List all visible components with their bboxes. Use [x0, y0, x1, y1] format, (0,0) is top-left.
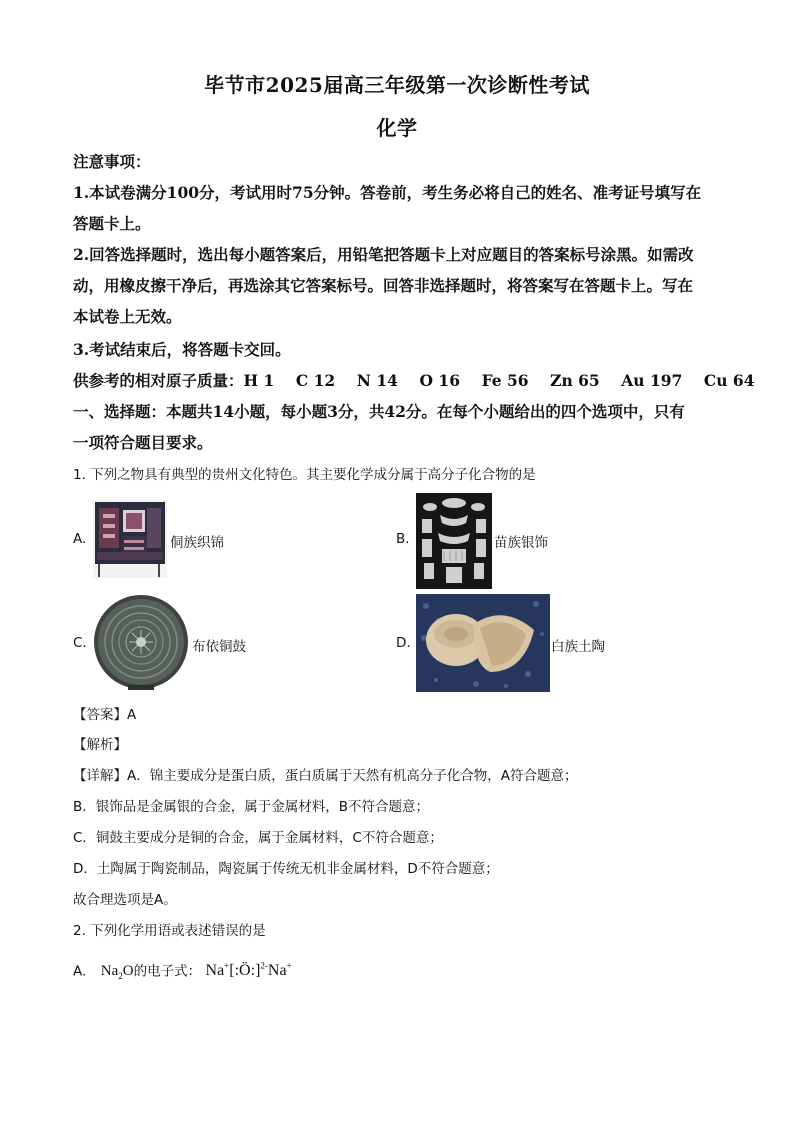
option-c-letter: C. — [73, 635, 87, 651]
analysis-tag: 【解析】 — [73, 737, 127, 753]
formula-subscript: 2 — [118, 971, 123, 982]
question-2-stem: 2. 下列化学用语或表述错误的是 — [73, 923, 266, 939]
atomic-masses: 供参考的相对原子质量：H 1 C 12 N 14 O 16 Fe 56 Zn 65 Au 197 Cu 64 — [73, 371, 755, 390]
q2-option-a-label: 的电子式： — [133, 963, 202, 980]
section-1-line-1: 一、选择题：本题共14小题，每小题3分，共42分。在每个小题给出的四个选项中，只有 — [73, 402, 685, 421]
subject-title: 化学 — [376, 116, 418, 140]
q2-option-a-letter: A. — [73, 963, 87, 980]
option-d-letter: D. — [396, 635, 411, 651]
bai-pottery-image — [416, 594, 550, 692]
buyi-bronze-drum-image — [92, 593, 190, 691]
notice-item-2-line-3: 本试卷上无效。 — [73, 307, 182, 326]
dot-plus-1: + — [224, 961, 230, 971]
dot-na-1: Na — [205, 962, 225, 980]
formula-na: Na — [100, 963, 119, 980]
conclusion: 故合理选项是A。 — [73, 892, 177, 908]
notice-item-2-line-2: 动，用橡皮擦干净后，再选涂其它答案标号。回答非选择题时，将答案写在答题卡上。写在 — [73, 276, 694, 295]
option-c-name: 布依铜鼓 — [192, 639, 246, 655]
dot-na-2: Na — [267, 962, 287, 980]
option-b-name: 苗族银饰 — [494, 535, 548, 551]
miao-silver-image — [416, 493, 492, 589]
dot-bracket-close: ] — [255, 962, 261, 980]
dot-plus-2: + — [286, 961, 292, 971]
question-1-stem: 1. 下列之物具有典型的贵州文化特色。其主要化学成分属于高分子化合物的是 — [73, 467, 536, 483]
option-b-letter: B. — [396, 531, 410, 547]
notice-item-1-line-2: 答题卡上。 — [73, 214, 151, 233]
detail-line-a: 【详解】A．锦主要成分是蛋白质，蛋白质属于天然有机高分子化合物，A符合题意； — [73, 768, 578, 784]
answer-tag: 【答案】A — [73, 707, 137, 723]
detail-line-d: D．土陶属于陶瓷制品，陶瓷属于传统无机非金属材料，D不符合题意； — [73, 861, 499, 877]
notice-item-1-line-1: 1.本试卷满分100分，考试用时75分钟。答卷前，考生务必将自己的姓名、准考证号填写在 — [73, 183, 702, 202]
option-a-letter: A. — [73, 531, 87, 547]
detail-line-b: B．银饰品是金属银的合金，属于金属材料，B不符合题意； — [73, 799, 430, 815]
q2-option-a — [73, 956, 733, 986]
formula-o: O — [122, 963, 134, 980]
dot-oxygen: :Ö: — [234, 962, 256, 980]
exam-title: 毕节市2025届高三年级第一次诊断性考试 — [204, 73, 590, 97]
option-a-name: 侗族织锦 — [170, 535, 224, 551]
dot-charge: 2- — [260, 961, 268, 971]
notice-item-3: 3.考试结束后，将答题卡交回。 — [73, 340, 291, 359]
notice-heading: 注意事项： — [73, 152, 151, 171]
option-d-name: 白族土陶 — [551, 639, 605, 655]
dong-brocade-image — [93, 500, 167, 578]
dot-bracket-open: [ — [229, 962, 235, 980]
detail-line-c: C．铜鼓主要成分是铜的合金，属于金属材料，C不符合题意； — [73, 830, 443, 846]
na2o-formula — [100, 963, 134, 982]
electron-dot-formula — [206, 962, 292, 979]
section-1-line-2: 一项符合题目要求。 — [73, 433, 213, 452]
notice-item-2-line-1: 2.回答选择题时，选出每小题答案后，用铅笔把答题卡上对应题目的答案标号涂黑。如需改 — [73, 245, 694, 264]
